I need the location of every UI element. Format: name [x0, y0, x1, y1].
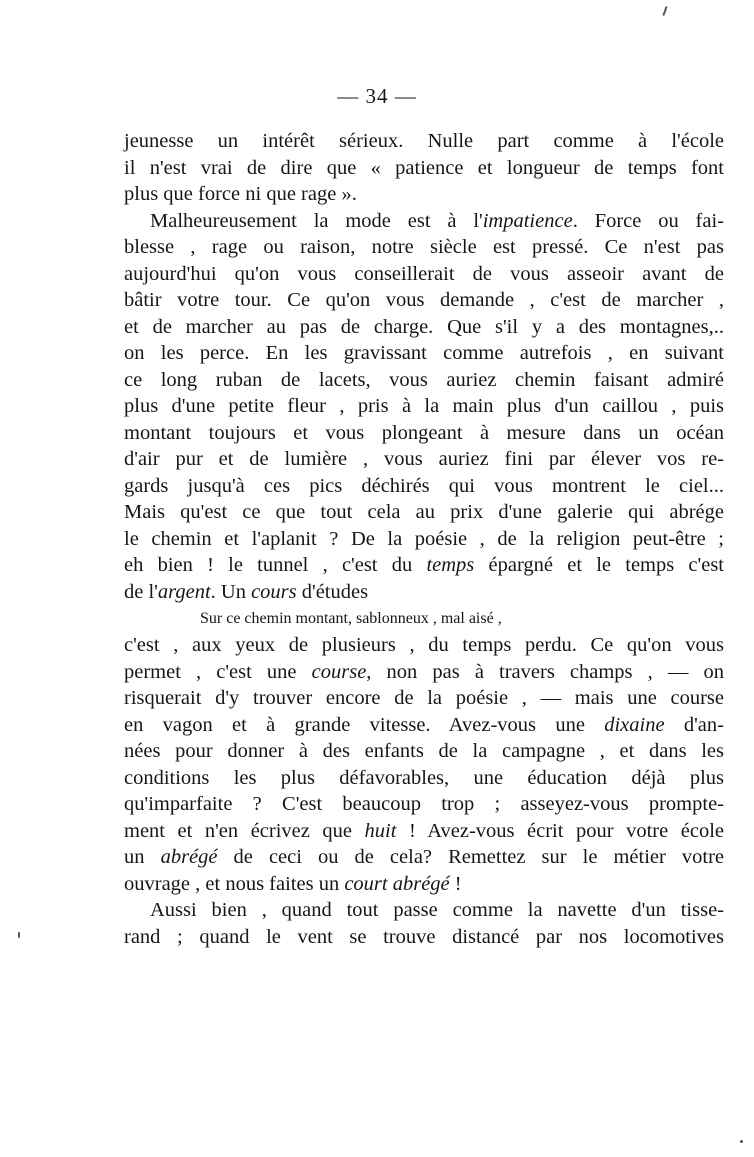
text-line-1: jeunesse un intérêt sérieux. Nulle part comme à l'école: [124, 130, 724, 152]
text-line-11: plus d'une petite fleur , pris à la main plus d'un caillou , puis: [124, 395, 724, 417]
text-line-8: et de marcher au pas de charge. Que s'il y a des montagnes,..: [124, 315, 724, 338]
text-line-3: plus que force ni que rage ».: [124, 183, 357, 205]
quotation-line: Sur ce chemin montant, sablonneux , mal aisé ,: [200, 610, 502, 627]
text-line-20: permet , c'est une course, non pas à travers champs , — on: [124, 660, 724, 683]
text-line-24: conditions les plus défavorables, une éducation déjà plus: [124, 766, 724, 789]
paper-speck-mark: [18, 932, 20, 938]
text-line-23: nées pour donner à des enfants de la campagne , et dans les: [124, 740, 724, 762]
text-line-26: ment et n'en écrivez que huit ! Avez-vous écrit pour votre école: [124, 819, 724, 842]
paper-speck-mark: [740, 1140, 743, 1143]
text-line-30: rand ; quand le vent se trouve distancé par nos locomotives: [124, 925, 724, 948]
text-line-22: en vagon et à grande vitesse. Avez-vous une dixaine d'an-: [124, 713, 724, 736]
text-line-9: on les perce. En les gravissant comme autrefois , en suivant: [124, 342, 724, 364]
page-number: — 34 —: [337, 84, 417, 108]
page-body-text: [124, 128, 724, 950]
text-line-15: Mais qu'est ce que tout cela au prix d'une galerie qui abrége: [124, 501, 724, 523]
text-line-28: ouvrage , et nous faites un court abrégé !: [124, 872, 462, 895]
text-line-29: Aussi bien , quand tout passe comme la navette d'un tisse-: [150, 899, 724, 921]
text-line-7: bâtir votre tour. Ce qu'on vous demande , c'est de marcher ,: [124, 289, 724, 311]
paper-speck-mark: [662, 6, 667, 16]
text-line-13: d'air pur et de lumière , vous auriez fini par élever vos re-: [124, 448, 724, 470]
text-line-2: il n'est vrai de dire que « patience et longueur de temps font: [124, 156, 724, 179]
text-line-19: c'est , aux yeux de plusieurs , du temps perdu. Ce qu'on vous: [124, 634, 724, 656]
text-line-17: eh bien ! le tunnel , c'est du temps épargné et le temps c'est: [124, 554, 724, 576]
text-line-25: qu'imparfaite ? C'est beaucoup trop ; asseyez-vous prompte-: [124, 793, 724, 815]
text-line-27: un abrégé de ceci ou de cela? Remettez sur le métier votre: [124, 846, 725, 868]
text-line-6: aujourd'hui qu'on vous conseillerait de vous asseoir avant de: [124, 262, 724, 285]
text-line-4: Malheureusement la mode est à l'impatience. Force ou fai-: [150, 209, 724, 232]
text-line-21: risquerait d'y trouver encore de la poésie , — mais une course: [124, 687, 724, 709]
text-line-12: montant toujours et vous plongeant à mesure dans un océan: [124, 421, 724, 444]
text-line-14: gards jusqu'à ces pics déchirés qui vous montrent le ciel...: [124, 474, 724, 497]
text-line-16: le chemin et l'aplanit ? De la poésie , de la religion peut-être ;: [124, 527, 724, 550]
text-line-18: de l'argent. Un cours d'études: [124, 580, 369, 603]
text-line-10: ce long ruban de lacets, vous auriez chemin faisant admiré: [124, 368, 724, 391]
text-line-5: blesse , rage ou raison, notre siècle est pressé. Ce n'est pas: [124, 236, 724, 258]
